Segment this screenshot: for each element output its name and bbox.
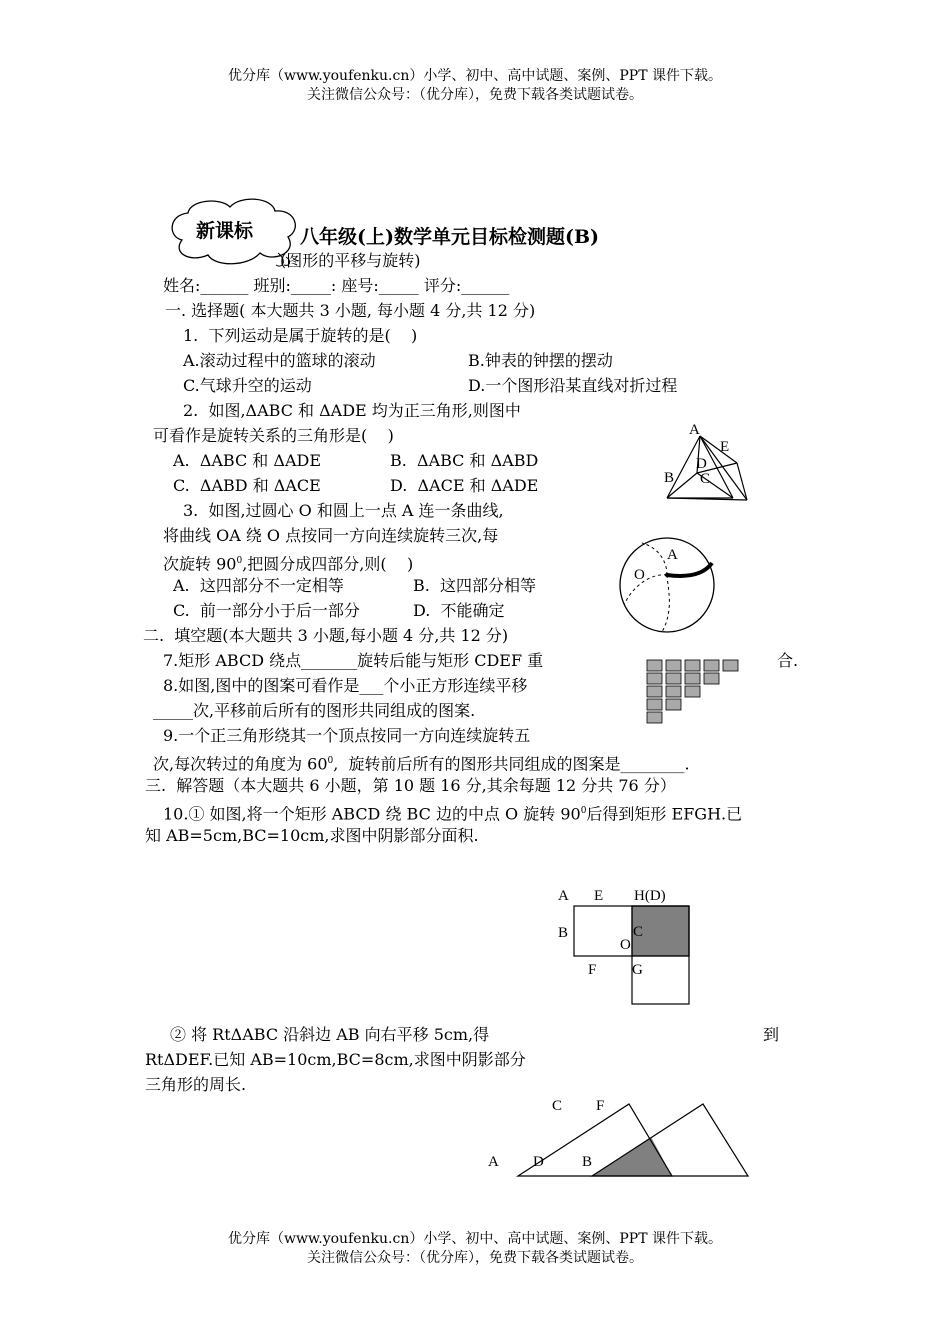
fig2-label-f: F	[596, 1098, 605, 1114]
fig1-label-f: F	[588, 962, 597, 978]
fig2-label-d: D	[533, 1154, 544, 1170]
q7-text-end: 合.	[777, 651, 799, 670]
q1-option-a: A.滚动过程中的篮球的滚动	[183, 351, 376, 370]
q3-stem-3: 次旋转 $90^0$,把圆分成四部分,则( )	[163, 554, 414, 574]
small-square	[666, 686, 681, 697]
fig1-label-o: O	[620, 937, 631, 953]
q2-option-c: C. ΔABD 和 ΔACE	[173, 476, 321, 495]
q3-label-a: A	[667, 547, 678, 563]
fig1-label-b: B	[558, 925, 569, 941]
q10-2-line-2: RtΔDEF.已知 AB=10cm,BC=8cm,求图中阴影部分	[145, 1050, 526, 1069]
q7-text: 7.矩形 ABCD 绕点_______旋转后能与矩形 CDEF 重	[163, 651, 544, 670]
section3-heading: 三. 解答题（本大题共 6 小题，第 10 题 16 分,其余每题 12 分共 76 分）	[145, 776, 676, 795]
q3-option-d: D. 不能确定	[413, 601, 505, 620]
header-line-1: 优分库（www.youfenku.cn）小学、初中、高中试题、案例、PPT 课件下载。	[227, 68, 722, 84]
q2-label-c: C	[700, 471, 711, 487]
q2-label-b: B	[664, 470, 675, 486]
small-square	[666, 699, 681, 710]
q3-stem-2: 将曲线 OA 绕 O 点按同一方向连续旋转三次,每	[163, 526, 499, 545]
small-square	[647, 686, 662, 697]
q2-option-b: B. ΔABC 和 ΔABD	[390, 451, 539, 470]
q1-option-b: B.钟表的钟摆的摆动	[468, 351, 613, 370]
badge-text: 新课标	[196, 220, 254, 242]
header-line-2: 关注微信公众号：（优分库），免费下载各类试题试卷。	[307, 87, 643, 103]
q3-stem-1: 3. 如图,过圆心 O 和圆上一点 A 连一条曲线,	[183, 501, 504, 520]
q10-rectangle-figure	[552, 884, 702, 1009]
q10-2-line-3: 三角形的周长.	[145, 1075, 247, 1094]
fig2-label-a: A	[488, 1154, 499, 1170]
q2-label-d: D	[696, 456, 707, 472]
q2-label-e: E	[720, 439, 730, 455]
fig1-label-g: G	[632, 962, 643, 978]
small-square	[685, 673, 700, 684]
q1-option-c: C.气球升空的运动	[183, 376, 312, 395]
q2-option-d: D. ΔACE 和 ΔADE	[390, 476, 539, 495]
q2-option-a: A. ΔABC 和 ΔADE	[173, 451, 322, 470]
page-title: 八年级(上)数学单元目标检测题(B)	[300, 226, 600, 248]
small-square	[647, 712, 662, 723]
q10-2-line-1-end: 到	[763, 1025, 780, 1044]
small-square	[685, 686, 700, 697]
section2-heading: 二. 填空题(本大题共 3 小题,每小题 4 分,共 12 分)	[143, 626, 509, 645]
q2-stem-1: 2. 如图,ΔABC 和 ΔADE 均为正三角形,则图中	[183, 401, 521, 420]
q10-1-line-2: 知 AB=5cm,BC=10cm,求图中阴影部分面积.	[145, 826, 479, 845]
q3-option-c: C. 前一部分小于后一部分	[173, 601, 360, 620]
q3-option-b: B. 这四部分相等	[413, 576, 537, 595]
page-subtitle: (图形的平移与旋转)	[280, 251, 421, 270]
q8-line-2: _____次,平移前后所有的图形共同组成的图案.	[153, 701, 476, 720]
fig1-label-e: E	[594, 888, 604, 904]
q9-line-2: 次,每次转过的角度为 $60^0$, 旋转前后所有的图形共同组成的图案是________.	[153, 754, 690, 774]
q10-2-line-1: ② 将 RtΔABC 沿斜边 AB 向右平移 5cm,得	[170, 1025, 490, 1044]
q2-label-a: A	[689, 422, 700, 438]
q1-option-d: D.一个图形沿某直线对折过程	[468, 376, 678, 395]
small-square	[647, 660, 662, 671]
small-square	[685, 660, 700, 671]
q3-option-a: A. 这四部分不一定相等	[173, 576, 344, 595]
small-square	[647, 673, 662, 684]
footer-line-2: 关注微信公众号：（优分库），免费下载各类试题试卷。	[307, 1250, 643, 1266]
q10-translation-figure	[485, 1092, 755, 1182]
footer-line-1: 优分库（www.youfenku.cn）小学、初中、高中试题、案例、PPT 课件下载。	[227, 1231, 722, 1247]
q2-stem-2: 可看作是旋转关系的三角形是( )	[153, 426, 394, 445]
section1-heading: 一. 选择题( 本大题共 3 小题, 每小题 4 分,共 12 分)	[165, 301, 536, 320]
small-square	[723, 660, 738, 671]
fig2-label-b: B	[582, 1154, 593, 1170]
q3-label-o: O	[634, 567, 645, 583]
q1-stem: 1. 下列运动是属于旋转的是( )	[183, 326, 418, 345]
fig2-label-c: C	[552, 1098, 563, 1114]
q9-line-1: 9.一个正三角形绕其一个顶点按同一方向连续旋转五	[163, 726, 531, 745]
small-square	[647, 699, 662, 710]
small-square	[666, 673, 681, 684]
fig1-label-c: C	[633, 924, 644, 940]
q3-circle-figure	[612, 535, 722, 635]
small-square	[704, 660, 719, 671]
q2-triangle-figure	[655, 418, 765, 508]
small-square	[666, 660, 681, 671]
q8-line-1: 8.如图,图中的图案可看作是___个小正方形连续平移	[163, 676, 528, 695]
q10-1-line-1: 10.① 如图,将一个矩形 ABCD 绕 BC 边的中点 O 旋转 $90^0$后得到矩形 EFGH.已	[163, 804, 743, 824]
q8-squares-figure	[645, 658, 745, 728]
fig1-label-hd: H(D)	[634, 888, 666, 904]
student-info-line: 姓名:______ 班别:_____: 座号:_____ 评分:______	[163, 276, 510, 295]
fig1-label-a: A	[558, 888, 569, 904]
small-square	[704, 673, 719, 684]
